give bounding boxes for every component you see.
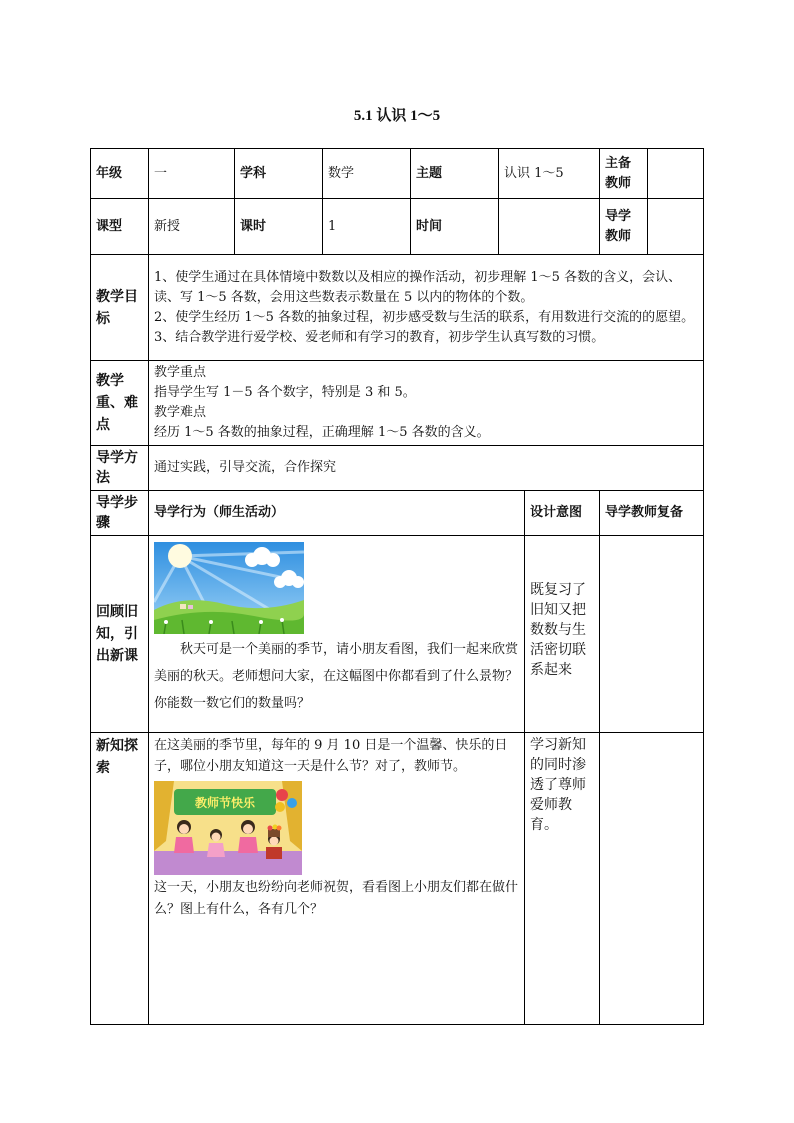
objective-item: 1、使学生通过在具体情境中数数以及相应的操作活动，初步理解 1～5 各数的含义，会认、读、写 1～5 各数，会用这些数表示数量在 5 以内的物体的个数。: [154, 269, 682, 305]
grade-label: 年级: [91, 149, 149, 199]
steps-header-row: [91, 491, 704, 536]
review-step-label: 回顾旧知，引出新课: [91, 536, 149, 733]
guide-teacher-label: 导学教师: [600, 199, 648, 255]
objectives-content: [149, 255, 704, 361]
objective-item: 3、结合教学进行爱学校、爱老师和有学习的教育，初步学生认真写数的习惯。: [154, 329, 605, 345]
topic-label: 主题: [411, 149, 499, 199]
objectives-row: [91, 255, 704, 361]
difficulty-text: 经历 1～5 各数的抽象过程，正确理解 1～5 各数的含义。: [154, 425, 490, 440]
steps-label: 导学步骤: [91, 491, 149, 536]
keypoints-label: 教学重、难点: [91, 361, 149, 446]
objectives-label: 教学目标: [91, 255, 149, 361]
time-value: [499, 199, 600, 255]
review-step-activity: [149, 536, 525, 733]
activity-header: 导学行为（师生活动）: [149, 491, 525, 536]
new-step-row: [91, 733, 704, 1025]
new-step-text-1: 在这美丽的季节里，每年的 9 月 10 日是一个温馨、快乐的日子，哪位小朋友知道这一天是什么节？对了，教师节。: [154, 738, 508, 774]
topic-value: 认识 1～5: [499, 149, 600, 199]
period-label: 课时: [235, 199, 323, 255]
review-step-text: 秋天可是一个美丽的季节，请小朋友看图，我们一起来欣赏美丽的秋天。老师想问大家，在这幅图中你都看到了什么景物？你能数一数它们的数量吗？: [154, 642, 519, 711]
review-header: 导学教师复备: [600, 491, 704, 536]
review-step-review: [600, 536, 704, 733]
review-step-row: [91, 536, 704, 733]
method-text: 通过实践，引导交流，合作探究: [149, 446, 704, 491]
new-step-activity: [149, 733, 525, 1025]
difficulty-title: 教学难点: [154, 405, 207, 420]
method-row: [91, 446, 704, 491]
focus-text: 指导学生写 1－5 各个数字，特别是 3 和 5。: [154, 385, 416, 400]
grade-value: 一: [149, 149, 235, 199]
subject-label: 学科: [235, 149, 323, 199]
period-value: 1: [323, 199, 411, 255]
page-title: 5.1 认识 1～5: [353, 108, 441, 124]
type-label: 课型: [91, 199, 149, 255]
new-step-label: 新知探索: [91, 733, 149, 1025]
lead-teacher-value: [648, 149, 704, 199]
intent-header: 设计意图: [525, 491, 600, 536]
new-step-intent: 学习新知的同时渗透了尊师爱师教育。: [525, 733, 600, 1025]
lesson-plan-table: [90, 148, 704, 1025]
objective-item: 2、使学生经历 1～5 各数的抽象过程，初步感受数与生活的联系，有用数进行交流的的愿望。: [154, 309, 695, 325]
method-label: 导学方法: [91, 446, 149, 491]
subject-value: 数学: [323, 149, 411, 199]
banner-text: 教师节快乐: [194, 796, 256, 810]
new-step-text-2: 这一天，小朋友也纷纷向老师祝贺，看看图上小朋友们都在做什么？图上有什么，各有几个？: [154, 880, 519, 917]
header-row-2: [91, 199, 704, 255]
lead-teacher-label: 主备教师: [600, 149, 648, 199]
keypoints-content: [149, 361, 704, 446]
time-label: 时间: [411, 199, 499, 255]
new-step-review: [600, 733, 704, 1025]
focus-title: 教学重点: [154, 365, 207, 380]
header-row-1: [91, 149, 704, 199]
guide-teacher-value: [648, 199, 704, 255]
type-value: 新授: [149, 199, 235, 255]
review-step-intent: 既复习了旧知又把数数与生活密切联系起来: [525, 536, 600, 733]
keypoints-row: [91, 361, 704, 446]
teachers-day-illustration: [154, 781, 302, 875]
autumn-landscape-illustration: [154, 542, 304, 634]
